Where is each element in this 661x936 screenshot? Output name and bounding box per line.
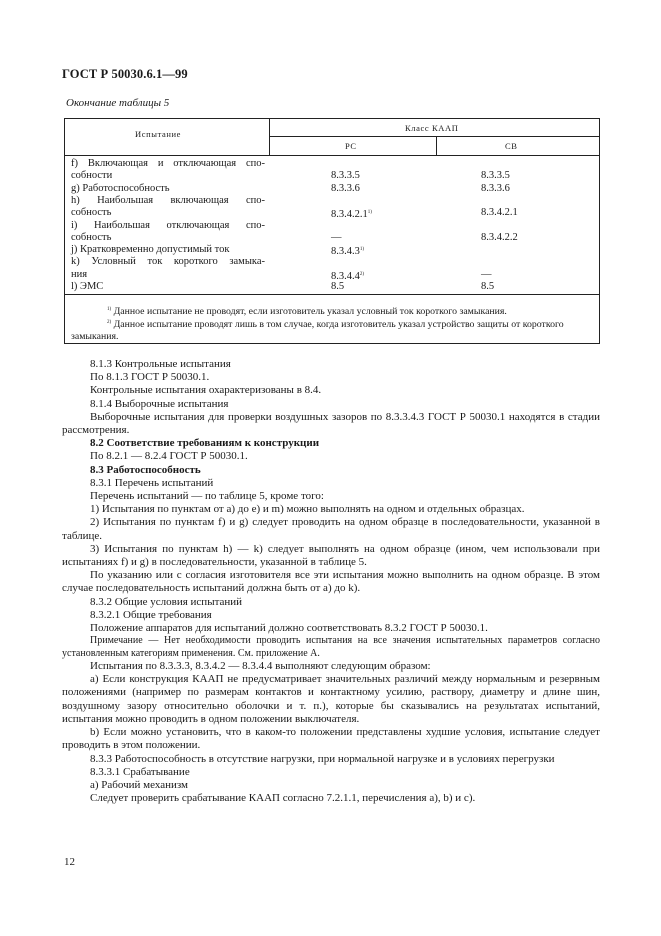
table-row — [65, 170, 599, 182]
rs-clause — [331, 281, 344, 293]
footnote-ref: 1) — [367, 210, 372, 216]
paragraph: Следует проверить срабатывание КААП согласно 7.2.1.1, перечисления a), b) и c). — [90, 792, 476, 805]
rs-clause — [331, 183, 360, 195]
paragraph: Положение аппаратов для испытаний должно соответствовать 8.3.2 ГОСТ Р 50030.1. — [90, 622, 488, 635]
test-name: h) Наибольшая включающая спо- — [71, 194, 265, 206]
header-class: Класс КААП — [405, 123, 459, 133]
table-caption: Окончание таблицы 5 — [66, 97, 170, 109]
footnote-mark: 1) — [107, 307, 112, 312]
table-row — [65, 281, 599, 293]
paragraph: Выборочные испытания для проверки воздушных зазоров по 8.3.3.4.3 ГОСТ Р 50030.1 находятся в стадии рассмотрения. — [62, 410, 600, 437]
rs-clause — [331, 232, 342, 244]
rs-clause-value: 8.3.3.6 — [331, 182, 360, 194]
paragraph: По указанию или с согласия изготовителя все эти испытания можно выполнить на одном образце. В этом случае последовательность испытаний должна быть от a) до k). — [62, 569, 600, 595]
footnote-2 — [71, 317, 591, 343]
test-name: ния — [71, 268, 88, 280]
rs-clause-value: 8.3.3.5 — [331, 170, 360, 182]
paragraph: 1) Испытания по пунктам от a) до e) и m) можно выполнять на одном и отдельных образцах. — [90, 503, 525, 516]
section-heading: 8.3 Работоспособность — [90, 463, 201, 476]
col-divider — [436, 136, 437, 155]
sv-clause: — — [481, 268, 492, 280]
row-divider — [65, 294, 600, 295]
test-name: l) ЭМС — [71, 281, 104, 292]
test-name: собность — [71, 231, 112, 243]
rs-clause-value: 8.3.4.2.1 — [331, 209, 368, 221]
table-row — [65, 220, 599, 232]
paragraph: 8.1.4 Выборочные испытания — [90, 397, 229, 410]
paragraph: 8.3.3.1 Срабатывание — [90, 765, 190, 778]
paragraph: 8.3.1 Перечень испытаний — [90, 476, 214, 489]
paragraph: Перечень испытаний — по таблице 5, кроме того: — [90, 490, 324, 503]
footnote-1 — [71, 304, 591, 318]
footnote-text: Данное испытание проводят лишь в том случае, когда изготовитель указал устройство защиты от короткого замыкания. — [71, 319, 564, 342]
test-table — [64, 118, 600, 344]
test-name: k) Условный ток короткого замыка- — [71, 256, 265, 268]
sv-clause: 8.3.3.5 — [481, 170, 510, 182]
rs-clause-value: 8.5 — [331, 281, 345, 292]
footnote-ref: 2) — [359, 271, 365, 277]
paragraph: a) Если конструкция КААП не предусматривает значительных различий между нормальным и резервным положениями (например по размерам контактов и контактному усилию, раствору, диаметру и длине шин, воздушному зазору относительно оболочки и т. п.), которые бы сказывались на результатах испытаний, испытания можно проводить в одном положении выключателя. — [62, 673, 600, 725]
test-name: собности — [71, 170, 113, 182]
rs-clause-value: 8.3.4.3 — [331, 246, 360, 258]
test-name: g) Работоспособность — [71, 182, 170, 194]
test-name: f) Включающая и отключающая спо- — [71, 158, 265, 169]
row-divider — [269, 136, 600, 137]
paragraph: 8.3.2.1 Общие требования — [90, 608, 212, 621]
paragraph: 8.1.3 Контрольные испытания — [90, 358, 231, 370]
sv-clause: 8.3.4.2.1 — [481, 207, 518, 219]
row-divider — [65, 155, 600, 156]
paragraph: b) Если можно установить, что в каком-то положении представлены худшие условия, испытание следует проводить в этом положении. — [62, 726, 600, 752]
table-row — [65, 183, 599, 195]
table-row — [65, 207, 599, 219]
test-name: i) Наибольшая отключающая спо- — [71, 219, 265, 231]
body-text — [62, 358, 600, 805]
sv-clause: 8.5 — [481, 281, 495, 292]
col-divider — [269, 119, 270, 155]
paragraph: По 8.1.3 ГОСТ Р 50030.1. — [90, 371, 210, 384]
paragraph: 8.3.3 Работоспособность в отсутствие нагрузки, при нормальной нагрузке и в условиях перегрузки — [90, 752, 555, 765]
rs-clause-value: — — [331, 231, 342, 243]
sv-clause: 8.3.3.6 — [481, 182, 510, 194]
table-row — [65, 244, 599, 256]
footnote-ref: 1) — [359, 247, 365, 253]
rs-clause-value: 8.3.4.4 — [331, 270, 360, 282]
paragraph: По 8.2.1 — 8.2.4 ГОСТ Р 50030.1. — [90, 450, 248, 463]
footnote-mark: 2) — [107, 320, 112, 325]
paragraph: 8.3.2 Общие условия испытаний — [90, 595, 243, 608]
header-rs: РС — [345, 141, 357, 151]
note-paragraph: Примечание — Нет необходимости проводить испытания на все значения испытательных параметров согласно установленным категориям применения. См. приложение А. — [62, 635, 600, 659]
paragraph: a) Рабочий механизм — [90, 778, 189, 791]
table-row — [65, 195, 599, 207]
table-row — [65, 256, 599, 268]
paragraph: Контрольные испытания охарактеризованы в 8.4. — [90, 384, 322, 397]
rs-clause — [331, 170, 360, 182]
test-name: собность — [71, 207, 112, 219]
paragraph: Испытания по 8.3.3.3, 8.3.4.2 — 8.3.4.4 выполняют следующим образом: — [90, 660, 431, 673]
paragraph: 2) Испытания по пунктам f) и g) следует проводить на одном образце в последовательности, указанной в таблице. — [62, 516, 600, 542]
header-test: Испытание — [135, 129, 182, 139]
paragraph: 3) Испытания по пунктам h) — k) следует выполнять на одном образце (ином, чем использовали при испытаниях f) и g) в последовательности, указанной в таблице 5. — [62, 542, 600, 569]
table-row — [65, 158, 599, 170]
sv-clause: 8.3.4.2.2 — [481, 231, 518, 243]
test-name: j) Кратковременно допустимый ток — [71, 244, 230, 256]
footnote-text: Данное испытание не проводят, если изготовитель указал условный ток короткого замыкания. — [113, 306, 507, 317]
header-sv: СВ — [505, 141, 518, 151]
page-number: 12 — [64, 856, 75, 868]
document-header: ГОСТ Р 50030.6.1—99 — [62, 67, 188, 81]
table-row — [65, 269, 599, 281]
section-heading: 8.2 Соответствие требованиям к конструкции — [90, 437, 320, 450]
table-row — [65, 232, 599, 244]
